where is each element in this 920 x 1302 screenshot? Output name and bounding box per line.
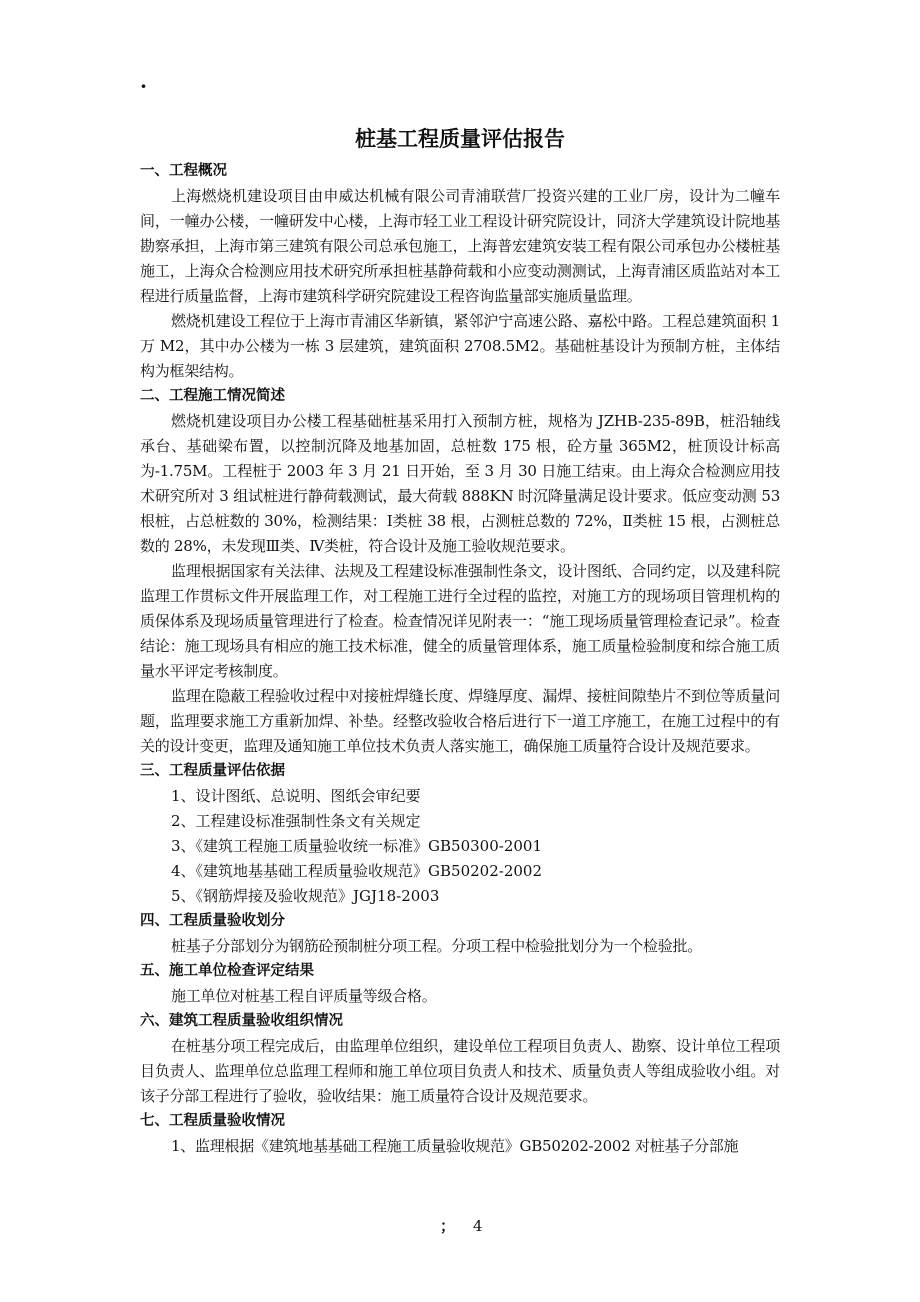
section-construction xyxy=(140,384,780,759)
section-basis xyxy=(140,759,780,909)
paragraph: 施工单位对桩基工程自评质量等级合格。 xyxy=(171,987,437,1005)
section-acceptance-status xyxy=(140,1109,780,1159)
page-number: 4 xyxy=(473,1217,483,1235)
paragraph: 燃烧机建设项目办公楼工程基础桩基采用打入预制方桩，规格为 JZHB-235-89B，桩沿轴线承台、基础梁布置，以控制沉降及地基加固，总桩数 175 根，砼方量 365M2，桩顶设计标高为-1.75M。工程桩于 2003 年 3 月 21 日开始，至 3 月 30 日施工结束。由上海众合检测应用技术研究所对 3 组试桩进行静荷载测试，最大荷载 888KN 时沉降量满足设计要求。低应变动测 53 根桩，占总桩数的 30%，检测结果：Ⅰ类桩 38 根，占测桩总数的 72%，Ⅱ类桩 15 根，占测桩总数的 28%，未发现Ⅲ类、Ⅳ类桩，符合设计及施工验收规范要求。 xyxy=(140,412,780,555)
section-contractor-result xyxy=(140,959,780,1009)
section-acceptance-organization xyxy=(140,1009,780,1109)
section-heading: 二、工程施工情况简述 xyxy=(140,388,285,404)
paragraph: 燃烧机建设工程位于上海市青浦区华新镇，紧邻沪宁高速公路、嘉松中路。工程总建筑面积 1 万 M2，其中办公楼为一栋 3 层建筑，建筑面积 2708.5M2。基础桩基设计为预制方桩，主体结构为框架结构。 xyxy=(140,312,780,380)
page-footer xyxy=(440,1216,483,1236)
document-title: 桩基工程质量评估报告 xyxy=(355,127,565,151)
paragraph: 1、监理根据《建筑地基基础工程施工质量验收规范》GB50202-2002 对桩基子分部施 xyxy=(171,1137,739,1155)
section-heading: 七、工程质量验收情况 xyxy=(140,1113,285,1129)
footer-mark: ； xyxy=(440,1217,456,1235)
section-heading: 三、工程质量评估依据 xyxy=(140,763,285,779)
list-item: 4、《建筑地基基础工程质量验收规范》GB50202-2002 xyxy=(171,862,543,880)
list-item: 3、《建筑工程施工质量验收统一标准》GB50300-2001 xyxy=(171,837,543,855)
paragraph: 监理根据国家有关法律、法规及工程建设标准强制性条文，设计图纸、合同约定，以及建科院监理工作贯标文件开展监理工作，对工程施工进行全过程的监控，对施工方的现场项目管理机构的质保体系及现场质量管理进行了检查。检查情况详见附表一：“施工现场质量管理检查记录”。检查结论：施工现场具有相应的施工技术标准，健全的质量管理体系，施工质量检验制度和综合施工质量水平评定考核制度。 xyxy=(140,562,780,680)
section-heading: 一、工程概况 xyxy=(140,163,227,179)
section-division xyxy=(140,909,780,959)
list-item: 2、工程建设标准强制性条文有关规定 xyxy=(171,812,421,830)
section-heading: 五、施工单位检查评定结果 xyxy=(140,963,314,979)
bullet-marker: · xyxy=(140,74,147,98)
section-overview xyxy=(140,159,780,384)
paragraph: 上海燃烧机建设项目由申威达机械有限公司青浦联营厂投资兴建的工业厂房，设计为二幢车间，一幢办公楼，一幢研发中心楼，上海市轻工业工程设计研究院设计，同济大学建筑设计院地基勘察承担，上海市第三建筑有限公司总承包施工，上海普宏建筑安装工程有限公司承包办公楼桩基施工，上海众合检测应用技术研究所承担桩基静荷载和小应变动测测试，上海青浦区质监站对本工程进行质量监督，上海市建筑科学研究院建设工程咨询监量部实施质量监理。 xyxy=(140,187,780,305)
paragraph: 监理在隐蔽工程验收过程中对接桩焊缝长度、焊缝厚度、漏焊、接桩间隙垫片不到位等质量问题，监理要求施工方重新加焊、补垫。经整改验收合格后进行下一道工序施工，在施工过程中的有关的设计变更，监理及通知施工单位技术负责人落实施工，确保施工质量符合设计及规范要求。 xyxy=(140,687,780,755)
section-heading: 四、工程质量验收划分 xyxy=(140,913,285,929)
document-body xyxy=(140,159,780,1159)
section-heading: 六、建筑工程质量验收组织情况 xyxy=(140,1013,343,1029)
paragraph: 在桩基分项工程完成后，由监理单位组织，建设单位工程项目负责人、勘察、设计单位工程项目负责人、监理单位总监理工程师和施工单位项目负责人和技术、质量负责人等组成验收小组。对该子分部工程进行了验收，验收结果：施工质量符合设计及规范要求。 xyxy=(140,1037,780,1105)
list-item: 5、《钢筋焊接及验收规范》JGJ18-2003 xyxy=(171,887,440,905)
paragraph: 桩基子分部划分为钢筋砼预制桩分项工程。分项工程中检验批划分为一个检验批。 xyxy=(171,937,703,955)
list-item: 1、设计图纸、总说明、图纸会审纪要 xyxy=(171,787,421,805)
